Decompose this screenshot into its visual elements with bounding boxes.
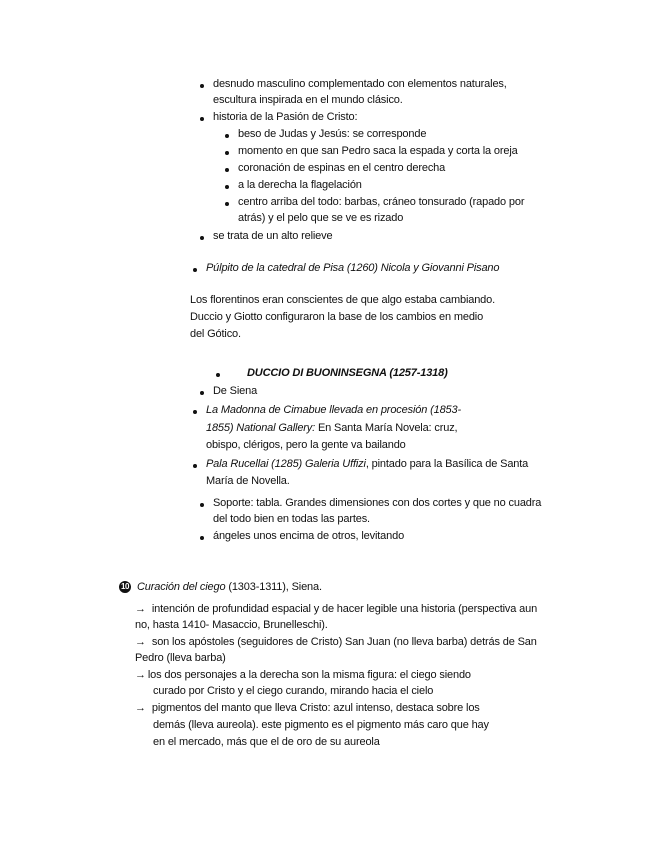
pulpito-item: Púlpito de la catedral de Pisa (1260) Nicola y Giovanni Pisano — [206, 262, 500, 274]
list-item: La Madonna de Cimabue llevada en procesión (1853- — [206, 404, 461, 416]
italic-segment: 1855) National Gallery: — [206, 422, 316, 434]
list-item: ángeles unos encima de otros, levitando — [213, 530, 405, 542]
bullet — [193, 268, 197, 272]
arrow-paragraph — [135, 668, 471, 683]
paragraph-line: del Gótico. — [190, 328, 241, 340]
bullet — [200, 236, 204, 240]
text-segment: , pintado para la Basílica de Santa — [365, 458, 529, 470]
list-item: De Siena — [213, 385, 258, 397]
section-heading: DUCCIO DI BUONINSEGNA (1257-1318) — [247, 367, 448, 379]
paragraph-continuation: demás (lleva aureola). este pigmento es el pigmento más caro que hay — [153, 719, 489, 731]
italic-segment: Pala Rucellai (1285) Galeria Uffizi — [206, 458, 366, 470]
sub-list-item: a la derecha la flagelación — [238, 179, 362, 191]
text-segment: son los apóstoles (seguidores de Cristo) San Juan (no lleva barba) detrás de San — [151, 636, 537, 648]
bullet — [193, 410, 197, 414]
arrow-paragraph — [135, 602, 537, 617]
arrow-paragraph — [135, 635, 537, 650]
bullet — [200, 84, 204, 88]
arrow-icon: → — [135, 603, 146, 615]
text-segment: intención de profundidad espacial y de hacer legible una historia (perspectiva aun — [151, 603, 538, 615]
sub-list-item: beso de Judas y Jesús: se corresponde — [238, 128, 427, 140]
paragraph-line: Duccio y Giotto configuraron la base de los cambios en medio — [190, 311, 484, 323]
bullet — [200, 503, 204, 507]
bullet — [200, 117, 204, 121]
text-segment: (1303-1311), Siena. — [228, 581, 322, 593]
arrow-icon: → — [135, 636, 146, 648]
list-item: desnudo masculino complementado con elementos naturales, — [213, 78, 507, 90]
paragraph-continuation: no, hasta 1410- Masaccio, Brunelleschi). — [135, 619, 328, 631]
bullet — [225, 168, 229, 172]
text-segment: En Santa María Novela: cruz, — [317, 422, 458, 434]
list-item-continuation: obispo, clérigos, pero la gente va bailando — [206, 439, 406, 451]
arrow-icon: → — [135, 702, 146, 714]
bullet — [225, 185, 229, 189]
section-heading — [137, 580, 322, 595]
list-item-continuation: del todo bien en todas las partes. — [213, 513, 370, 525]
paragraph-continuation: en el mercado, más que el de oro de su aureola — [153, 736, 380, 748]
list-item-continuation: escultura inspirada en el mundo clásico. — [213, 94, 403, 106]
bullet — [225, 134, 229, 138]
bullet — [193, 464, 197, 468]
text-segment: pigmentos del manto que lleva Cristo: azul intenso, destaca sobre los — [151, 702, 480, 714]
numbered-bullet-icon: 10 — [119, 581, 131, 593]
list-item: historia de la Pasión de Cristo: — [213, 111, 358, 123]
sub-list-item: coronación de espinas en el centro derecha — [238, 162, 446, 174]
bullet — [200, 536, 204, 540]
italic-segment: Curación del ciego — [137, 581, 226, 593]
paragraph-continuation: Pedro (lleva barba) — [135, 652, 226, 664]
arrow-icon: → — [135, 669, 146, 681]
bullet — [216, 373, 220, 377]
text-segment: los dos personajes a la derecha son la misma figura: el ciego siendo — [147, 669, 471, 681]
sub-list-item: momento en que san Pedro saca la espada y corta la oreja — [238, 145, 518, 157]
paragraph-continuation: curado por Cristo y el ciego curando, mirando hacia el cielo — [153, 685, 434, 697]
list-item — [206, 457, 528, 472]
sub-list-item: centro arriba del todo: barbas, cráneo tonsurado (rapado por — [238, 196, 525, 208]
bullet — [200, 391, 204, 395]
list-item-continuation — [206, 421, 457, 436]
list-item: Soporte: tabla. Grandes dimensiones con dos cortes y que no cuadra — [213, 497, 542, 509]
paragraph-line: Los florentinos eran conscientes de que algo estaba cambiando. — [190, 294, 496, 306]
arrow-paragraph — [135, 701, 480, 716]
bullet — [225, 202, 229, 206]
list-item-continuation: María de Novella. — [206, 475, 290, 487]
list-item: se trata de un alto relieve — [213, 230, 333, 242]
bullet — [225, 151, 229, 155]
sub-list-item-continuation: atrás) y el pelo que se ve es rizado — [238, 212, 404, 224]
